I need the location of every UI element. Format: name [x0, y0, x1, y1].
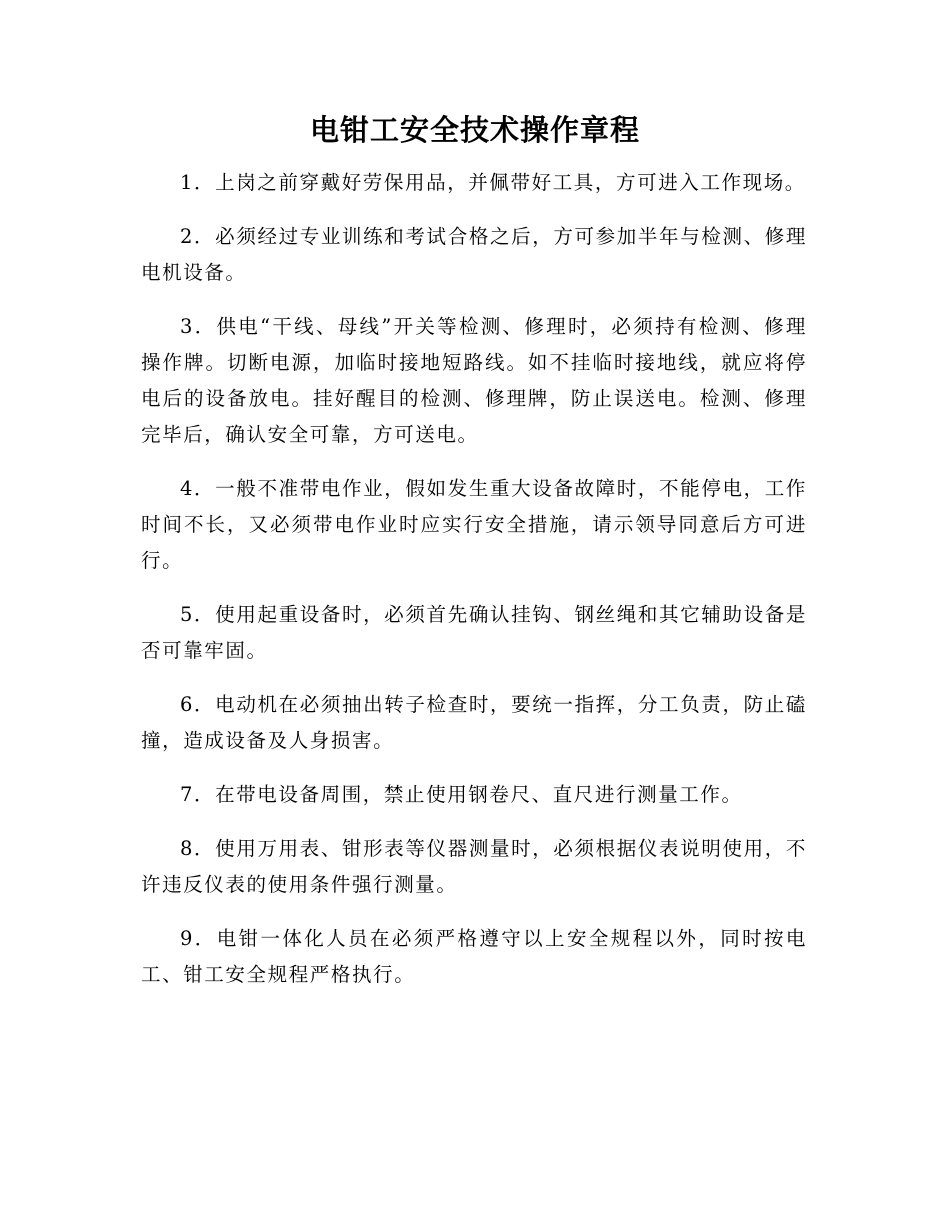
document-title: 电钳工安全技术操作章程 — [309, 113, 640, 147]
rule-paragraph-4: 4．一般不准带电作业，假如发生重大设备故障时，不能停电，工作时间不长，又必须带电作业时应实行安全措施，请示领导同意后方可进行。 — [141, 477, 807, 572]
rule-paragraph-9: 9．电钳一体化人员在必须严格遵守以上安全规程以外，同时按电工、钳工安全规程严格执行。 — [141, 927, 807, 986]
rule-paragraph-5: 5．使用起重设备时，必须首先确认挂钩、钢丝绳和其它辅助设备是否可靠牢固。 — [141, 603, 807, 662]
rule-paragraph-7: 7．在带电设备周围，禁止使用钢卷尺、直尺进行测量工作。 — [180, 783, 743, 806]
rule-paragraph-1: 1．上岗之前穿戴好劳保用品，并佩带好工具，方可进入工作现场。 — [180, 171, 806, 194]
rule-paragraph-6: 6．电动机在必须抽出转子检查时，要统一指挥，分工负责，防止磕撞，造成设备及人身损害。 — [141, 693, 807, 752]
rule-paragraph-2: 2．必须经过专业训练和考试合格之后，方可参加半年与检测、修理电机设备。 — [141, 225, 807, 284]
rule-paragraph-3: 3．供电“干线、母线”开关等检测、修理时，必须持有检测、修理操作牌。切断电源，加临时接地短路线。如不挂临时接地线，就应将停电后的设备放电。挂好醒目的检测、修理牌，防止误送电。检测、修理完毕后，确认安全可靠，方可送电。 — [141, 315, 807, 446]
rule-paragraph-8: 8．使用万用表、钳形表等仪器测量时，必须根据仪表说明使用，不许违反仪表的使用条件强行测量。 — [141, 837, 807, 896]
document-body — [141, 165, 807, 1011]
